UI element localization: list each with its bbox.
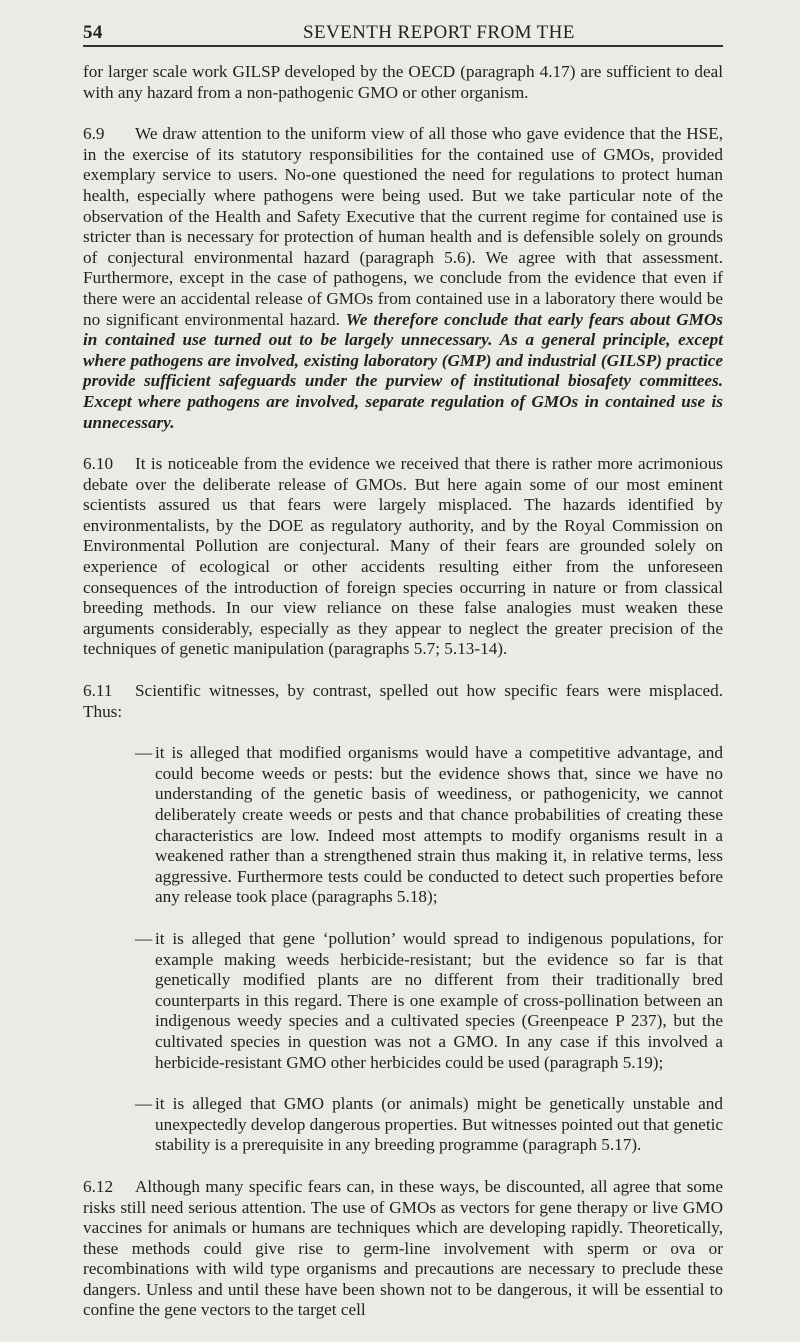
dash-marker: — <box>135 743 153 763</box>
list-item-text: it is alleged that GMO plants (or animals) might be genetically unstable and unexpectedly develop dangerous properties. But witnesses pointed out that genetic stability is a prerequisite in any breeding programme (paragraph 5.17). <box>155 1094 723 1155</box>
paragraph-6-10 <box>83 454 723 660</box>
paragraph-number: 6.10 <box>83 454 114 474</box>
paragraph-number: 6.9 <box>83 124 105 144</box>
paragraph-number: 6.11 <box>83 681 113 701</box>
paragraph-conclusion: We therefore conclude that early fears about GMOs in contained use turned out to be largely unnecessary. As a general principle, except where pathogens are involved, existing laboratory (GMP) and industrial (GILSP) practice provide sufficient safeguards under the purview of institutional biosafety committees. Except where pathogens are involved, separate regulation of GMOs in contained use is unnecessary. <box>83 309 723 432</box>
list-item-text: it is alleged that modified organisms would have a competitive advantage, and could become weeds or pests: but the evidence shows that, since we have no understanding of the genetic basis of weediness, or pathogenicity, we cannot deliberately create weeds or pests and that chance probabilities of creating these characteristics are low. Indeed most attempts to modify organisms result in a weakened rather than a strengthened strain thus making it, in relative terms, less aggressive. Furthermore tests could be conducted to detect such properties before any release took place (paragraphs 5.18); <box>155 743 723 907</box>
paragraph-number: 6.12 <box>83 1176 114 1196</box>
running-header <box>83 22 723 52</box>
paragraph-text: We draw attention to the uniform view of all those who gave evidence that the HSE, in the exercise of its statutory responsibilities for the contained use of GMOs, provided exemplary service to users. No-one questioned the need for regulations to protect human health, especially where pathogens were being used. But we take particular note of the observation of the Health and Safety Executive that the current regime for contained use is stricter than is necessary for protection of human health and is defensible solely on grounds of conjectural environmental hazard (paragraph 5.6). We agree with that assessment. Furthermore, except in the case of pathogens, we conclude from the evidence that even if there were an accidental release of GMOs from contained use in a laboratory there would be no significant environmental hazard. <box>83 124 723 329</box>
dash-marker: — <box>135 928 153 948</box>
dash-marker: — <box>135 1094 153 1114</box>
paragraph-6-9 <box>83 124 723 433</box>
list-item <box>83 929 723 1073</box>
paragraph-text: Scientific witnesses, by contrast, spelled out how specific fears were misplaced. Thus: <box>83 681 723 721</box>
intro-paragraph: for larger scale work GILSP developed by the OECD (paragraph 4.17) are sufficient to deal with any hazard from a non-pathogenic GMO or other organism. <box>83 62 723 102</box>
paragraph-text: Although many specific fears can, in these ways, be discounted, all agree that some risks still need serious attention. The use of GMOs as vectors for gene therapy or live GMO vaccines for animals or humans are techniques which are developing rapidly. Theoretically, these methods could give rise to germ-line involvement with sperm or ova or recombinations with wild type organisms and precautions are necessary to preclude these dangers. Unless and until these have been shown not to be dangerous, it will be essential to confine the gene vectors to the target cell <box>83 1176 723 1320</box>
paragraph-6-12 <box>83 1177 723 1321</box>
list-item-text: it is alleged that gene ‘pollution’ would spread to indigenous populations, for example making weeds herbicide-resistant; but the evidence so far is that genetically modified plants are no different from their traditionally bred counterparts in this regard. There is one example of cross-pollination between an indigenous weedy species and a cultivated species (Greenpeace P 237), but the cultivated species in question was not a GMO. In any case if this involved a herbicide-resistant GMO other herbicides could be used (paragraph 5.19); <box>155 928 723 1072</box>
page-number: 54 <box>83 22 103 43</box>
report-body <box>83 62 723 1342</box>
running-title: SEVENTH REPORT FROM THE <box>303 22 575 43</box>
header-rule <box>83 45 723 47</box>
paragraph-6-11 <box>83 681 723 722</box>
paragraph-text: It is noticeable from the evidence we received that there is rather more acrimonious debate over the deliberate release of GMOs. But here again some of our most eminent scientists assured us that fears were largely misplaced. The hazards identified by environmentalists, by the DOE as regulatory authority, and by the Royal Commission on Environmental Pollution are conjectural. Many of their fears are grounded solely on experience of ecological or other accidents resulting either from the unforeseen consequences of the introduction of foreign species occurring in nature or from classical breeding methods. In our view reliance on these false analogies must weaken these arguments considerably, especially as they appear to neglect the greater precision of the techniques of genetic manipulation (paragraphs 5.7; 5.13-14). <box>83 454 723 659</box>
list-item <box>83 743 723 908</box>
fears-list <box>83 743 723 1156</box>
list-item <box>83 1094 723 1156</box>
